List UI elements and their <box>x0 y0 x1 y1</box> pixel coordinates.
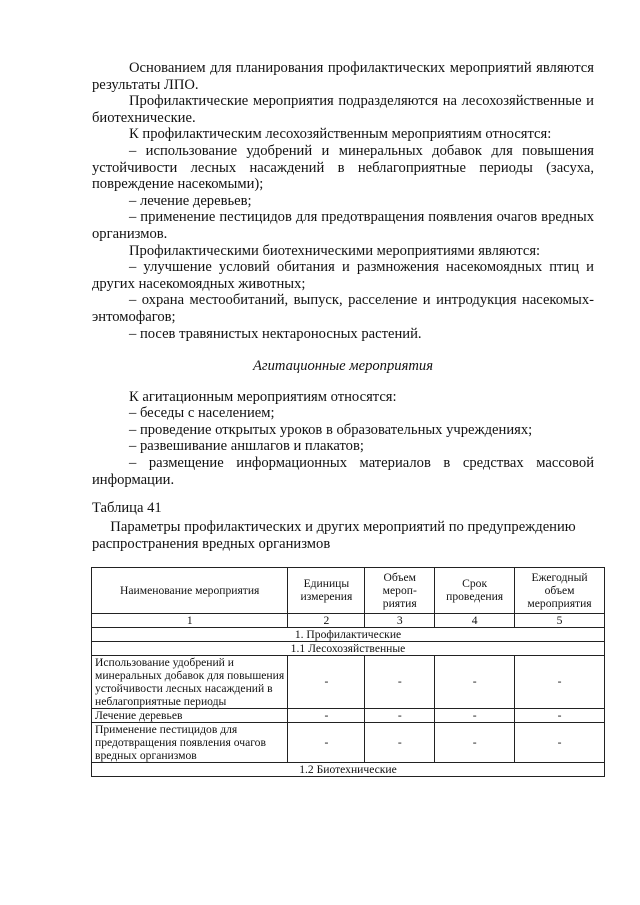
intro-paragraphs <box>92 60 594 342</box>
table-row <box>92 722 605 762</box>
measure-name-cell: Применение пестицидов для предотвращения появления очагов вредных организмов <box>92 722 288 762</box>
term-cell: - <box>435 655 515 708</box>
list-item: – беседы с населением; <box>129 405 275 422</box>
column-number: 4 <box>435 613 515 627</box>
list-item: – посев травянистых нектароносных растений. <box>129 325 422 342</box>
table-row <box>92 708 605 722</box>
table-row <box>92 655 605 708</box>
section-cell: 1.2 Биотехнические <box>92 762 605 776</box>
paragraph: Основанием для планирования профилактических мероприятий являются результаты ЛПО. <box>92 60 594 93</box>
table-number: Таблица 41 <box>92 500 162 517</box>
paragraph: К профилактическим лесохозяйственным мероприятиям относятся: <box>129 126 552 143</box>
volume-cell: - <box>365 722 435 762</box>
list-item: – развешивание аншлагов и плакатов; <box>129 438 364 455</box>
table-section-row <box>92 762 605 776</box>
list-item: – лечение деревьев; <box>129 192 252 209</box>
column-number: 1 <box>92 613 288 627</box>
paragraph: К агитационным мероприятиям относятся: <box>129 388 397 405</box>
column-number: 3 <box>365 613 435 627</box>
measures-table <box>91 567 605 777</box>
measure-name-cell: Использование удобрений и минеральных добавок для повышения устойчивости лесных насаждений в неблагоприятные периоды <box>92 655 288 708</box>
measure-name-cell: Лечение деревьев <box>92 708 288 722</box>
column-number: 2 <box>288 613 365 627</box>
agitation-paragraphs <box>92 389 594 489</box>
units-cell: - <box>288 655 365 708</box>
table-section-row <box>92 627 605 641</box>
annual-volume-cell: - <box>515 708 605 722</box>
section-heading: Агитационные мероприятия <box>253 358 433 375</box>
table-section-row <box>92 641 605 655</box>
header-cell: Ежегодный объем мероприятия <box>515 567 605 613</box>
annual-volume-cell: - <box>515 722 605 762</box>
volume-cell: - <box>365 655 435 708</box>
table-header-row <box>92 567 605 613</box>
header-cell: Срок проведения <box>435 567 515 613</box>
table-title: Параметры профилактических и других мероприятий по предупреждению распространения вредных организмов <box>92 518 576 552</box>
units-cell: - <box>288 722 365 762</box>
list-item: – проведение открытых уроков в образовательных учреждениях; <box>129 421 533 438</box>
term-cell: - <box>435 708 515 722</box>
column-number: 5 <box>515 613 605 627</box>
section-cell: 1.1 Лесохозяйственные <box>92 641 605 655</box>
volume-cell: - <box>365 708 435 722</box>
paragraph: Профилактическими биотехническими мероприятиями являются: <box>129 242 541 259</box>
term-cell: - <box>435 722 515 762</box>
list-item: – улучшение условий обитания и размножения насекомоядных птиц и других насекомоядных животных; <box>92 259 594 292</box>
paragraph: Профилактические мероприятия подразделяются на лесохозяйственные и биотехнические. <box>92 93 594 126</box>
units-cell: - <box>288 708 365 722</box>
list-item: – охрана местообитаний, выпуск, расселение и интродукция насекомых-энтомофагов; <box>92 292 594 325</box>
list-item: – использование удобрений и минеральных добавок для повышения устойчивости лесных насаждений в неблагоприятные периоды (засуха, повреждение насекомыми); <box>92 142 594 193</box>
list-item: – размещение информационных материалов в средствах массовой информации. <box>92 455 594 488</box>
annual-volume-cell: - <box>515 655 605 708</box>
header-cell: Единицы измерения <box>288 567 365 613</box>
header-cell: Наименование мероприятия <box>92 567 288 613</box>
column-number-row <box>92 613 605 627</box>
document-page <box>92 60 594 777</box>
list-item: – применение пестицидов для предотвращения появления очагов вредных организмов. <box>92 209 594 242</box>
header-cell: Объем мероп-риятия <box>365 567 435 613</box>
section-cell: 1. Профилактические <box>92 627 605 641</box>
